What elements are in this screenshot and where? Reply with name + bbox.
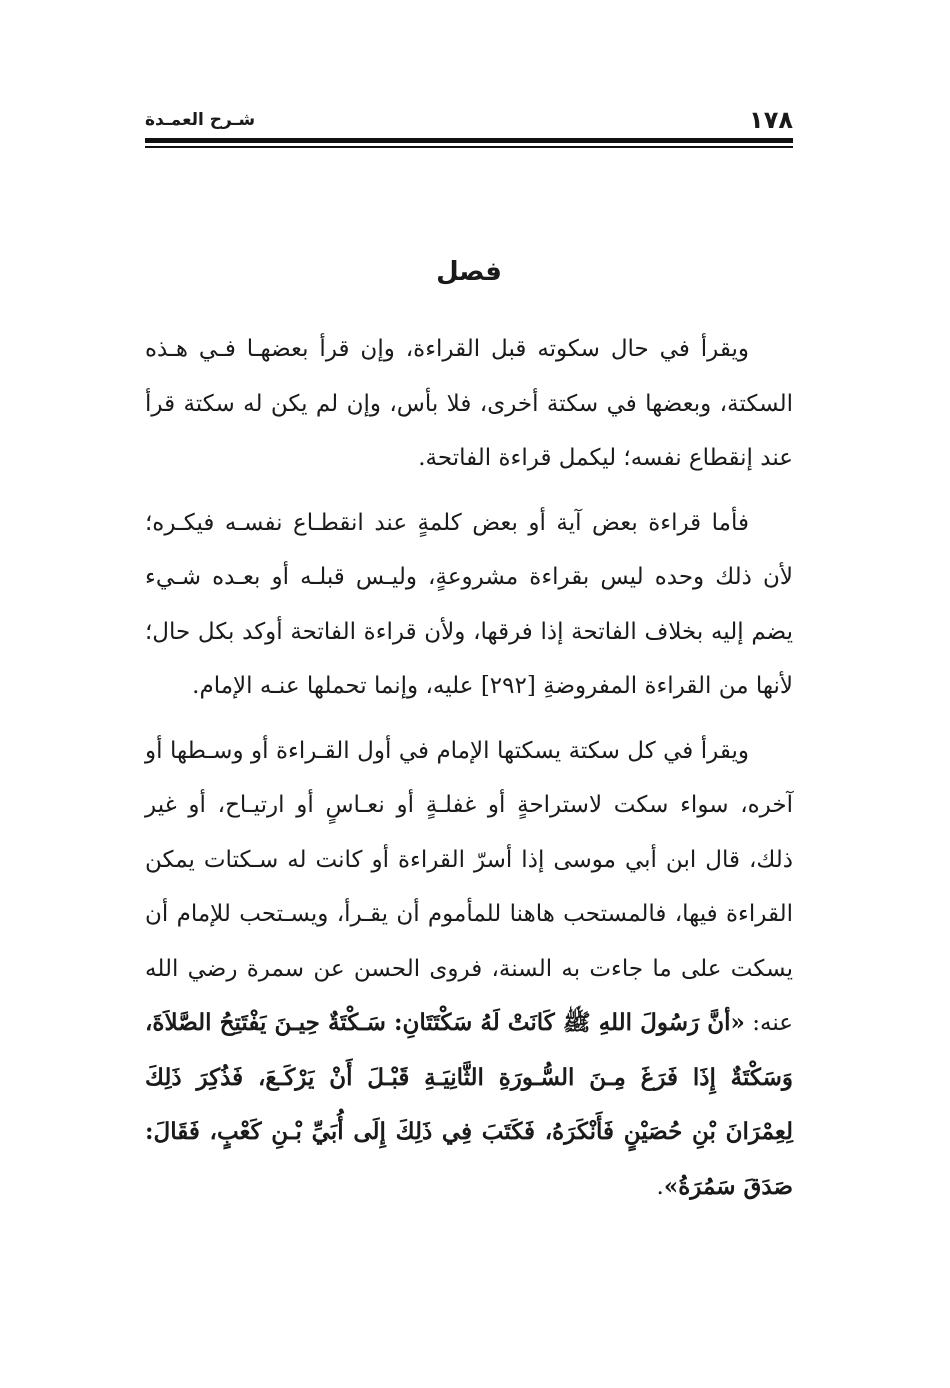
hadith-quote: «أنَّ رَسُولَ اللهِ ﷺ كَانَتْ لَهُ سَكْتَتَانِ: سَـكْتَةٌ حِيـنَ يَفْتَتِحُ الصَّلاَةَ، وَسَكْتَةٌ إِذَا فَرَغَ مِـنَ السُّـورَةِ الثَّانِيَـةِ قَبْـلَ أَنْ يَرْكَـعَ، فَذُكِرَ ذَلِكَ لِعِمْرَانَ بْنِ حُصَيْنٍ فَأَنْكَرَهُ، فَكَتَبَ فِي ذَلِكَ إِلَى أُبَيِّ بْـنِ كَعْبٍ، فَقَالَ: صَدَقَ سَمُرَةُ» bbox=[145, 1009, 793, 1200]
paragraph-1: ويقرأ في حال سكوته قبل القراءة، وإن قرأ بعضهـا فـي هـذه السكتة، وبعضها في سكتة أخرى، فلا بأس، وإن لم يكن له سكتة قرأ عند إنقطاع نفسه؛ ليكمل قراءة الفاتحة. bbox=[145, 336, 793, 471]
running-header bbox=[145, 104, 793, 140]
paragraph-3-intro: ويقرأ في كل سكتة يسكتها الإمام في أول القـراءة أو وسـطها أو آخره، سواء سكت لاستراحةٍ أو غفلـةٍ أو نعـاسٍ أو ارتيـاح، أو غير ذلك، قال ابن أبي موسى إذا أسرّ القراءة أو كانت له سـكتات يمكن القراءة فيها، فالمستحب هاهنا للمأموم أن يقـرأ، ويسـتحب للإمام أن يسكت على ما جاءت به السنة، فروى الحسن عن سمرة رضي الله عنه: bbox=[145, 737, 793, 1036]
header-rule-thin bbox=[145, 146, 793, 148]
section-heading: فصل bbox=[436, 257, 502, 287]
page-number: ١٧٨ bbox=[749, 106, 793, 134]
body-text bbox=[145, 322, 793, 1224]
paragraph-3 bbox=[145, 724, 793, 1215]
header-rule-thick bbox=[145, 138, 793, 143]
paragraph-2: فأما قراءة بعض آية أو بعض كلمةٍ عند انقطـاع نفسـه فيكـره؛ لأن ذلك وحده ليس بقراءة مشروعةٍ، وليـس قبلـه أو بعـده شـيء يضم إليه بخلاف الفاتحة إذا فرقها، ولأن قراءة الفاتحة أوكد بكل حال؛ لأنها من القراءة المفروضةِ [٢٩٢] عليه، وإنما تحملها عنـه الإمام. bbox=[145, 509, 793, 699]
paragraph-3-end: . bbox=[656, 1173, 664, 1200]
book-title: شـرح العمـدة bbox=[145, 110, 256, 130]
